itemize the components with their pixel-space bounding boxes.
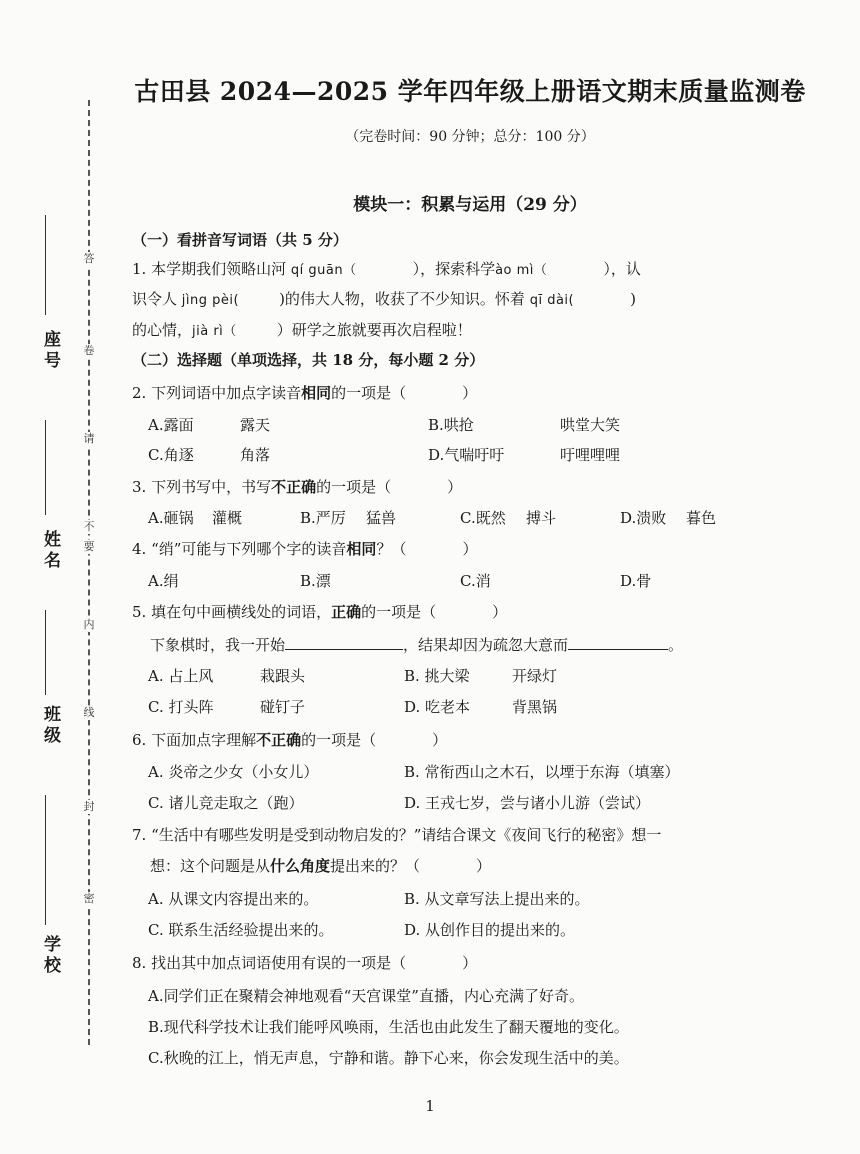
- question-3: [132, 476, 462, 498]
- question-7-line-1: 7. “生活中有哪些发明是受到动物启发的？”请结合课文《夜间飞行的秘密》想一: [132, 826, 662, 844]
- option: 搏斗: [526, 509, 557, 527]
- q1-text: 1. 本学期我们领略山河: [132, 260, 287, 278]
- q1-text: ），探索科学: [412, 260, 496, 278]
- binding-char: 密: [83, 892, 95, 905]
- binding-char: 内: [83, 618, 95, 631]
- option: C. 打头阵: [148, 698, 214, 716]
- option: A. 从课文内容提出来的。: [148, 890, 319, 908]
- section-heading-1: （一）看拼音写词语（共 5 分）: [132, 231, 348, 249]
- option: A.砸锅: [148, 509, 194, 527]
- q2-text: 的一项是（: [331, 384, 407, 402]
- option: 开绿灯: [512, 667, 558, 685]
- q4-text: ？（: [376, 540, 407, 558]
- binding-char: 卷: [83, 344, 95, 357]
- q2-text: ）: [462, 384, 478, 402]
- class-label: 班级: [40, 705, 60, 747]
- q1-text: 识令人: [132, 290, 178, 308]
- class-rule: [45, 610, 46, 695]
- question-1-line-2: [132, 288, 636, 312]
- q7-text: ）: [476, 857, 492, 875]
- q1-text: ）研学之旅就要再次启程啦！: [276, 321, 472, 339]
- option: A. 占上风: [148, 667, 214, 685]
- question-8: [132, 952, 477, 974]
- q5-text: 的一项是（: [361, 603, 437, 621]
- q5-text: 5. 填在句中画横线处的词语，: [132, 603, 332, 621]
- option: 露天: [240, 416, 271, 434]
- q1-pinyin-1: qí guān（: [290, 263, 357, 278]
- option: D.气喘吁吁: [428, 446, 505, 464]
- question-7-line-2: [150, 855, 491, 877]
- q5-emphasis: 正确: [331, 603, 362, 621]
- fill-blank-2[interactable]: [568, 633, 668, 650]
- school-label: 学校: [40, 935, 60, 977]
- option: D. 王戎七岁，尝与诸小儿游（尝试）: [404, 794, 651, 812]
- q3-emphasis: 不正确: [271, 478, 317, 496]
- binding-char: 请: [83, 432, 95, 445]
- q7-emphasis: 什么角度: [270, 857, 331, 875]
- q4-emphasis: 相同: [346, 540, 377, 558]
- seat-label: 座号: [40, 330, 60, 372]
- q3-text: ）: [447, 478, 463, 496]
- option: D. 从创作目的提出来的。: [404, 921, 576, 939]
- exam-title: 古田县 2024—2025 学年四年级上册语文期末质量监测卷: [134, 77, 806, 106]
- question-1-line-3: [132, 319, 472, 343]
- option: C.消: [460, 572, 491, 590]
- school-rule: [45, 795, 46, 925]
- q3-text: 的一项是（: [316, 478, 392, 496]
- option: C.既然: [460, 509, 506, 527]
- name-label: 姓名: [40, 530, 60, 572]
- option: A.绢: [148, 572, 179, 590]
- option: D. 吃老本: [404, 698, 471, 716]
- q3-text: 3. 下列书写中，书写: [132, 478, 272, 496]
- q1-pinyin-2: ào mì（: [495, 263, 548, 278]
- page-number: 1: [425, 1097, 435, 1115]
- fill-blank-1[interactable]: [285, 633, 403, 650]
- q5-sentence-text: 下象棋时，我一开始: [150, 636, 286, 654]
- q7-text: 想：这个问题是从: [150, 857, 271, 875]
- option: 吁哩哩哩: [560, 446, 621, 464]
- option: C.秋晚的江上，悄无声息，宁静和谐。静下心来，你会发现生活中的美。: [148, 1049, 629, 1067]
- option: 灌概: [212, 509, 243, 527]
- option: B.严厉: [300, 509, 346, 527]
- option: B.现代科学技术让我们能呼风唤雨，生活也由此发生了翻天覆地的变化。: [148, 1018, 629, 1036]
- question-1-line-1: [132, 258, 641, 282]
- option: B. 从文章写法上提出来的。: [404, 890, 590, 908]
- option: 碰钉子: [260, 698, 306, 716]
- q7-text: 提出来的？（: [330, 857, 421, 875]
- binding-char: 不: [83, 520, 95, 533]
- q8-text: ）: [462, 954, 478, 972]
- q5-sentence-text: 。: [668, 636, 684, 654]
- seat-rule: [45, 215, 46, 315]
- q4-text: ）: [462, 540, 478, 558]
- option: 猛兽: [366, 509, 397, 527]
- question-5-sentence: [150, 633, 683, 656]
- q1-text: ），认: [603, 260, 641, 278]
- question-2: [132, 382, 477, 404]
- module-heading: 模块一：积累与运用（29 分）: [353, 195, 587, 215]
- q2-text: 2. 下列词语中加点字读音: [132, 384, 302, 402]
- option: A.同学们正在聚精会神地观看“天宫课堂”直播，内心充满了好奇。: [148, 987, 584, 1005]
- option: A. 炎帝之少女（小女儿）: [148, 763, 319, 781]
- option: D.骨: [620, 572, 652, 590]
- option: D.溃败: [620, 509, 667, 527]
- option: 背黑锅: [512, 698, 558, 716]
- option: B.哄抢: [428, 416, 474, 434]
- q1-text: )的伟大人物，收获了不少知识。怀着: [279, 290, 525, 308]
- question-5: [132, 601, 507, 623]
- q8-text: 8. 找出其中加点词语使用有误的一项是（: [132, 954, 407, 972]
- q6-text: 的一项是（: [301, 731, 377, 749]
- q4-text: 4. “绡”可能与下列哪个字的读音: [132, 540, 347, 558]
- q2-emphasis: 相同: [301, 384, 332, 402]
- binding-char: 答: [83, 252, 95, 265]
- option: 哄堂大笑: [560, 416, 621, 434]
- option: C. 诸儿竞走取之（跑）: [148, 794, 304, 812]
- q1-text: 的心情，: [132, 321, 193, 339]
- binding-char: 线: [83, 706, 95, 719]
- binding-char: 封: [83, 800, 95, 813]
- binding-char: 要: [83, 540, 95, 553]
- option: 暮色: [686, 509, 717, 527]
- q5-text: ）: [492, 603, 508, 621]
- q1-text: ): [630, 290, 636, 308]
- option: A.露面: [148, 416, 194, 434]
- question-6: [132, 729, 447, 751]
- q5-sentence-text: ，结果却因为疏忽大意而: [403, 636, 569, 654]
- q6-text: 6. 下面加点字理解: [132, 731, 257, 749]
- q1-pinyin-4: qī dài(: [529, 293, 575, 308]
- question-4: [132, 538, 477, 560]
- name-rule: [45, 420, 46, 515]
- q6-emphasis: 不正确: [256, 731, 302, 749]
- option: 角落: [240, 446, 271, 464]
- q1-pinyin-5: jià rì（: [192, 324, 237, 339]
- exam-subtitle: （完卷时间：90 分钟；总分：100 分）: [345, 129, 595, 145]
- option: B. 常衔西山之木石，以堙于东海（填塞）: [404, 763, 680, 781]
- option: B.漂: [300, 572, 331, 590]
- option: C.角逐: [148, 446, 194, 464]
- option: B. 挑大梁: [404, 667, 470, 685]
- q1-pinyin-3: jìng pèi(: [181, 293, 240, 308]
- option: C. 联系生活经验提出来的。: [148, 921, 334, 939]
- section-heading-2: （二）选择题（单项选择，共 18 分，每小题 2 分）: [132, 351, 485, 369]
- option: 栽跟头: [260, 667, 306, 685]
- q6-text: ）: [432, 731, 448, 749]
